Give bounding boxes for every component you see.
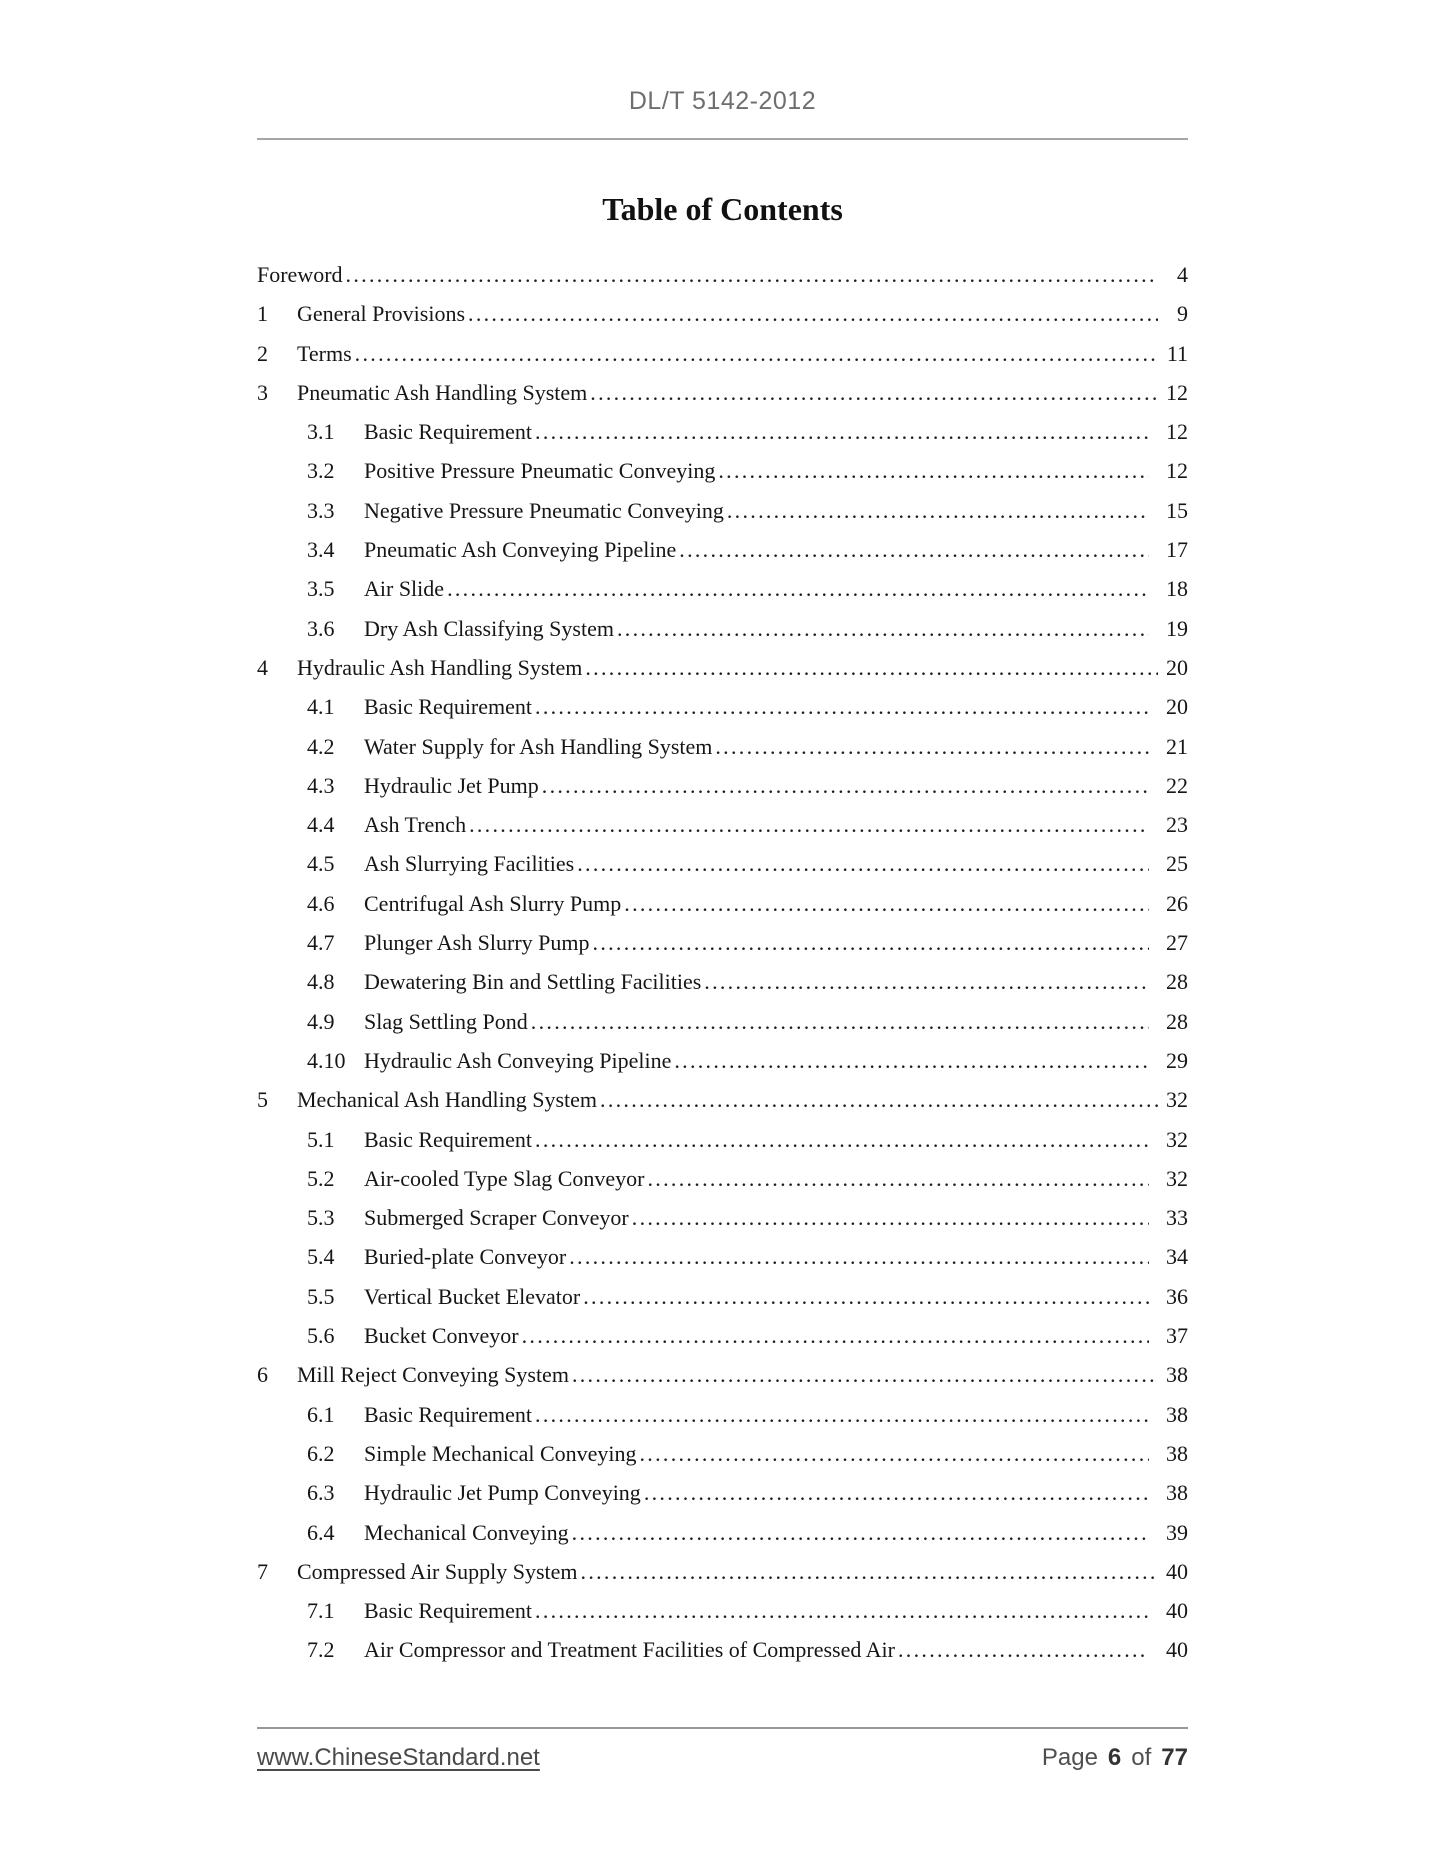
toc-entry-page: 39 bbox=[1166, 1519, 1188, 1545]
toc-leader-dots bbox=[898, 1630, 1149, 1669]
toc-entry-number: 5.2 bbox=[307, 1165, 335, 1191]
toc-row bbox=[257, 1513, 1188, 1552]
toc-entry-title: Dewatering Bin and Settling Facilities bbox=[364, 969, 702, 995]
toc-row bbox=[257, 1198, 1188, 1237]
toc-row bbox=[257, 1080, 1188, 1119]
toc-entry-title: Dry Ash Classifying System bbox=[364, 615, 614, 641]
toc-row bbox=[257, 1120, 1188, 1159]
toc-entry-title: Air Slide bbox=[364, 576, 445, 602]
toc-entry-number: 4.6 bbox=[307, 890, 335, 916]
toc-entry-title: Mill Reject Conveying System bbox=[297, 1362, 569, 1388]
toc-row bbox=[257, 1159, 1188, 1198]
toc-entry-number: 6.1 bbox=[307, 1401, 335, 1427]
toc-row bbox=[257, 844, 1188, 883]
toc-row bbox=[257, 805, 1188, 844]
toc-leader-dots bbox=[355, 334, 1158, 373]
page-footer bbox=[257, 1727, 1188, 1772]
toc-entry-number: 4.2 bbox=[307, 733, 335, 759]
toc-entry-title: Terms bbox=[297, 340, 352, 366]
toc-entry-page: 20 bbox=[1166, 654, 1188, 680]
toc-entry-number: 5.5 bbox=[307, 1283, 335, 1309]
toc-entry-number: 4.8 bbox=[307, 969, 335, 995]
toc-leader-dots bbox=[593, 923, 1149, 962]
toc-leader-dots bbox=[644, 1473, 1149, 1512]
toc-leader-dots bbox=[718, 451, 1149, 490]
toc-entry-number: 3.1 bbox=[307, 419, 335, 445]
toc-entry-page: 21 bbox=[1166, 733, 1188, 759]
toc-entry-number: 3 bbox=[257, 379, 268, 405]
toc-row bbox=[257, 1552, 1188, 1591]
toc-entry-page: 32 bbox=[1166, 1126, 1188, 1152]
toc-entry-page: 38 bbox=[1166, 1362, 1188, 1388]
toc-row bbox=[257, 530, 1188, 569]
toc-entry-title: Water Supply for Ash Handling System bbox=[364, 733, 713, 759]
toc-entry-number: 4.9 bbox=[307, 1008, 335, 1034]
toc-leader-dots bbox=[632, 1198, 1149, 1237]
toc-entry-number: 7 bbox=[257, 1558, 268, 1584]
toc-entry-page: 38 bbox=[1166, 1480, 1188, 1506]
website-link[interactable]: www.ChineseStandard.net bbox=[257, 1744, 540, 1771]
toc-entry-title: Compressed Air Supply System bbox=[297, 1558, 578, 1584]
toc-leader-dots bbox=[640, 1434, 1150, 1473]
toc-leader-dots bbox=[727, 491, 1149, 530]
document-page bbox=[257, 0, 1188, 1670]
page-total: 77 bbox=[1161, 1744, 1188, 1771]
toc-entry-page: 32 bbox=[1166, 1165, 1188, 1191]
toc-entry-title: Hydraulic Jet Pump bbox=[364, 772, 539, 798]
toc-entry-page: 11 bbox=[1166, 340, 1188, 366]
toc-entry-title: Simple Mechanical Conveying bbox=[364, 1440, 637, 1466]
toc-entry-number: 5.6 bbox=[307, 1323, 335, 1349]
toc-entry-title: Buried-plate Conveyor bbox=[364, 1244, 567, 1270]
toc-entry-page: 36 bbox=[1166, 1283, 1188, 1309]
toc-entry-number: 7.1 bbox=[307, 1598, 335, 1624]
toc-entry-number: 4.7 bbox=[307, 930, 335, 956]
toc-row bbox=[257, 1277, 1188, 1316]
toc-entry-title: General Provisions bbox=[297, 301, 466, 327]
toc-row bbox=[257, 766, 1188, 805]
toc-row bbox=[257, 1434, 1188, 1473]
toc-entry-number: 6.2 bbox=[307, 1440, 335, 1466]
toc-entry-page: 17 bbox=[1166, 537, 1188, 563]
toc-entry-page: 32 bbox=[1166, 1087, 1188, 1113]
toc-entry-title: Hydraulic Ash Handling System bbox=[297, 654, 583, 680]
toc-row bbox=[257, 1041, 1188, 1080]
toc-entry-page: 37 bbox=[1166, 1323, 1188, 1349]
toc-row bbox=[257, 569, 1188, 608]
toc-entry-page: 12 bbox=[1166, 379, 1188, 405]
toc-leader-dots bbox=[346, 255, 1158, 294]
toc-entry-page: 23 bbox=[1166, 812, 1188, 838]
toc-leader-dots bbox=[679, 530, 1149, 569]
toc-entry-number: 5.1 bbox=[307, 1126, 335, 1152]
toc-entry-title: Submerged Scraper Conveyor bbox=[364, 1205, 629, 1231]
toc-entry-title: Hydraulic Ash Conveying Pipeline bbox=[364, 1047, 672, 1073]
toc-entry-title: Bucket Conveyor bbox=[364, 1323, 519, 1349]
toc-entry-title: Foreword bbox=[257, 262, 343, 287]
toc-entry-title: Basic Requirement bbox=[364, 1401, 533, 1427]
toc-row bbox=[257, 687, 1188, 726]
toc-list bbox=[257, 255, 1188, 1670]
toc-entry-number: 3.5 bbox=[307, 576, 335, 602]
toc-entry-page: 38 bbox=[1166, 1440, 1188, 1466]
toc-entry-title: Centrifugal Ash Slurry Pump bbox=[364, 890, 622, 916]
toc-entry-number: 1 bbox=[257, 301, 268, 327]
toc-entry-number: 4.10 bbox=[307, 1047, 346, 1073]
toc-row bbox=[257, 1002, 1188, 1041]
toc-row bbox=[257, 294, 1188, 333]
toc-entry-number: 3.3 bbox=[307, 497, 335, 523]
toc-entry-title: Slag Settling Pond bbox=[364, 1008, 528, 1034]
toc-entry-title: Plunger Ash Slurry Pump bbox=[364, 930, 590, 956]
toc-leader-dots bbox=[581, 1552, 1158, 1591]
toc-entry-title: Air-cooled Type Slag Conveyor bbox=[364, 1165, 645, 1191]
toc-leader-dots bbox=[715, 727, 1149, 766]
toc-entry-page: 40 bbox=[1166, 1598, 1188, 1624]
toc-entry-page: 25 bbox=[1166, 851, 1188, 877]
toc-entry-title: Ash Slurrying Facilities bbox=[364, 851, 575, 877]
toc-entry-title: Negative Pressure Pneumatic Conveying bbox=[364, 497, 724, 523]
toc-entry-page: 15 bbox=[1166, 497, 1188, 523]
toc-entry-number: 5.3 bbox=[307, 1205, 335, 1231]
toc-row bbox=[257, 255, 1188, 294]
toc-entry-number: 4.3 bbox=[307, 772, 335, 798]
toc-row bbox=[257, 491, 1188, 530]
page-title: Table of Contents bbox=[602, 191, 843, 227]
standard-code-header: DL/T 5142-2012 bbox=[628, 87, 817, 115]
toc-leader-dots bbox=[674, 1041, 1149, 1080]
toc-row bbox=[257, 884, 1188, 923]
toc-entry-page: 40 bbox=[1166, 1558, 1188, 1584]
toc-entry-title: Hydraulic Jet Pump Conveying bbox=[364, 1480, 641, 1506]
toc-leader-dots bbox=[583, 1277, 1149, 1316]
toc-entry-number: 7.2 bbox=[307, 1637, 335, 1663]
toc-entry-title: Positive Pressure Pneumatic Conveying bbox=[364, 458, 716, 484]
toc-entry-title: Vertical Bucket Elevator bbox=[364, 1283, 581, 1309]
toc-entry-page: 26 bbox=[1166, 890, 1188, 916]
toc-leader-dots bbox=[535, 687, 1149, 726]
toc-entry-number: 4.5 bbox=[307, 851, 335, 877]
toc-entry-page: 9 bbox=[1177, 301, 1188, 327]
toc-leader-dots bbox=[569, 1237, 1149, 1276]
toc-entry-page: 12 bbox=[1166, 458, 1188, 484]
toc-entry-number: 3.2 bbox=[307, 458, 335, 484]
toc-leader-dots bbox=[447, 569, 1149, 608]
toc-row bbox=[257, 373, 1188, 412]
toc-leader-dots bbox=[704, 962, 1149, 1001]
toc-entry-page: 34 bbox=[1166, 1244, 1188, 1270]
toc-leader-dots bbox=[590, 373, 1158, 412]
toc-leader-dots bbox=[469, 805, 1149, 844]
toc-row bbox=[257, 1395, 1188, 1434]
toc-entry-page: 28 bbox=[1166, 1008, 1188, 1034]
toc-row bbox=[257, 1355, 1188, 1394]
toc-leader-dots bbox=[535, 1395, 1149, 1434]
toc-entry-number: 4.1 bbox=[307, 694, 335, 720]
toc-leader-dots bbox=[531, 1002, 1149, 1041]
toc-entry-page: 12 bbox=[1166, 419, 1188, 445]
toc-entry-title: Basic Requirement bbox=[364, 1126, 533, 1152]
toc-entry-title: Pneumatic Ash Handling System bbox=[297, 379, 588, 405]
toc-row bbox=[257, 1630, 1188, 1669]
toc-entry-number: 3.6 bbox=[307, 615, 335, 641]
toc-leader-dots bbox=[585, 648, 1158, 687]
toc-entry-page: 29 bbox=[1166, 1047, 1188, 1073]
toc-entry-title: Basic Requirement bbox=[364, 1598, 533, 1624]
toc-leader-dots bbox=[572, 1513, 1149, 1552]
toc-entry-page: 28 bbox=[1166, 969, 1188, 995]
toc-row bbox=[257, 609, 1188, 648]
toc-leader-dots bbox=[535, 412, 1149, 451]
toc-row bbox=[257, 1237, 1188, 1276]
toc-entry-page: 22 bbox=[1166, 772, 1188, 798]
toc-row bbox=[257, 1473, 1188, 1512]
page-current: 6 bbox=[1107, 1744, 1122, 1771]
toc-entry-page: 27 bbox=[1166, 930, 1188, 956]
toc-entry-page: 19 bbox=[1166, 615, 1188, 641]
toc-leader-dots bbox=[648, 1159, 1150, 1198]
toc-row bbox=[257, 962, 1188, 1001]
toc-entry-title: Basic Requirement bbox=[364, 419, 533, 445]
toc-entry-title: Basic Requirement bbox=[364, 694, 533, 720]
toc-entry-number: 6.3 bbox=[307, 1480, 335, 1506]
toc-entry-number: 5.4 bbox=[307, 1244, 335, 1270]
toc-leader-dots bbox=[535, 1591, 1149, 1630]
toc-entry-page: 4 bbox=[1177, 262, 1188, 287]
toc-row bbox=[257, 727, 1188, 766]
toc-leader-dots bbox=[577, 844, 1149, 883]
toc-leader-dots bbox=[617, 609, 1149, 648]
toc-row bbox=[257, 451, 1188, 490]
toc-row bbox=[257, 1591, 1188, 1630]
toc-row bbox=[257, 334, 1188, 373]
toc-leader-dots bbox=[600, 1080, 1158, 1119]
toc-entry-number: 4 bbox=[257, 654, 268, 680]
toc-entry-title: Pneumatic Ash Conveying Pipeline bbox=[364, 537, 677, 563]
toc-entry-number: 2 bbox=[257, 340, 268, 366]
toc-entry-page: 38 bbox=[1166, 1401, 1188, 1427]
toc-leader-dots bbox=[624, 884, 1149, 923]
toc-leader-dots bbox=[542, 766, 1149, 805]
toc-row bbox=[257, 412, 1188, 451]
toc-entry-title: Air Compressor and Treatment Facilities of Compressed Air bbox=[364, 1637, 895, 1663]
toc-entry-number: 3.4 bbox=[307, 537, 335, 563]
toc-entry-title: Mechanical Ash Handling System bbox=[297, 1087, 598, 1113]
page-label: Page bbox=[1041, 1744, 1098, 1771]
toc-entry-number: 5 bbox=[257, 1087, 268, 1113]
toc-leader-dots bbox=[468, 294, 1158, 333]
toc-entry-number: 6 bbox=[257, 1362, 268, 1388]
header-divider bbox=[257, 138, 1188, 140]
toc-row bbox=[257, 1316, 1188, 1355]
of-label: of bbox=[1131, 1744, 1152, 1771]
page-indicator bbox=[1042, 1744, 1188, 1772]
toc-entry-title: Mechanical Conveying bbox=[364, 1519, 569, 1545]
toc-entry-title: Ash Trench bbox=[364, 812, 467, 838]
toc-entry-page: 40 bbox=[1166, 1637, 1188, 1663]
toc-entry-page: 33 bbox=[1166, 1205, 1188, 1231]
toc-entry-page: 18 bbox=[1166, 576, 1188, 602]
toc-row bbox=[257, 648, 1188, 687]
toc-entry-number: 4.4 bbox=[307, 812, 335, 838]
toc-leader-dots bbox=[535, 1120, 1149, 1159]
toc-entry-page: 20 bbox=[1166, 694, 1188, 720]
toc-entry-number: 6.4 bbox=[307, 1519, 335, 1545]
toc-leader-dots bbox=[572, 1355, 1158, 1394]
toc-row bbox=[257, 923, 1188, 962]
toc-leader-dots bbox=[522, 1316, 1149, 1355]
